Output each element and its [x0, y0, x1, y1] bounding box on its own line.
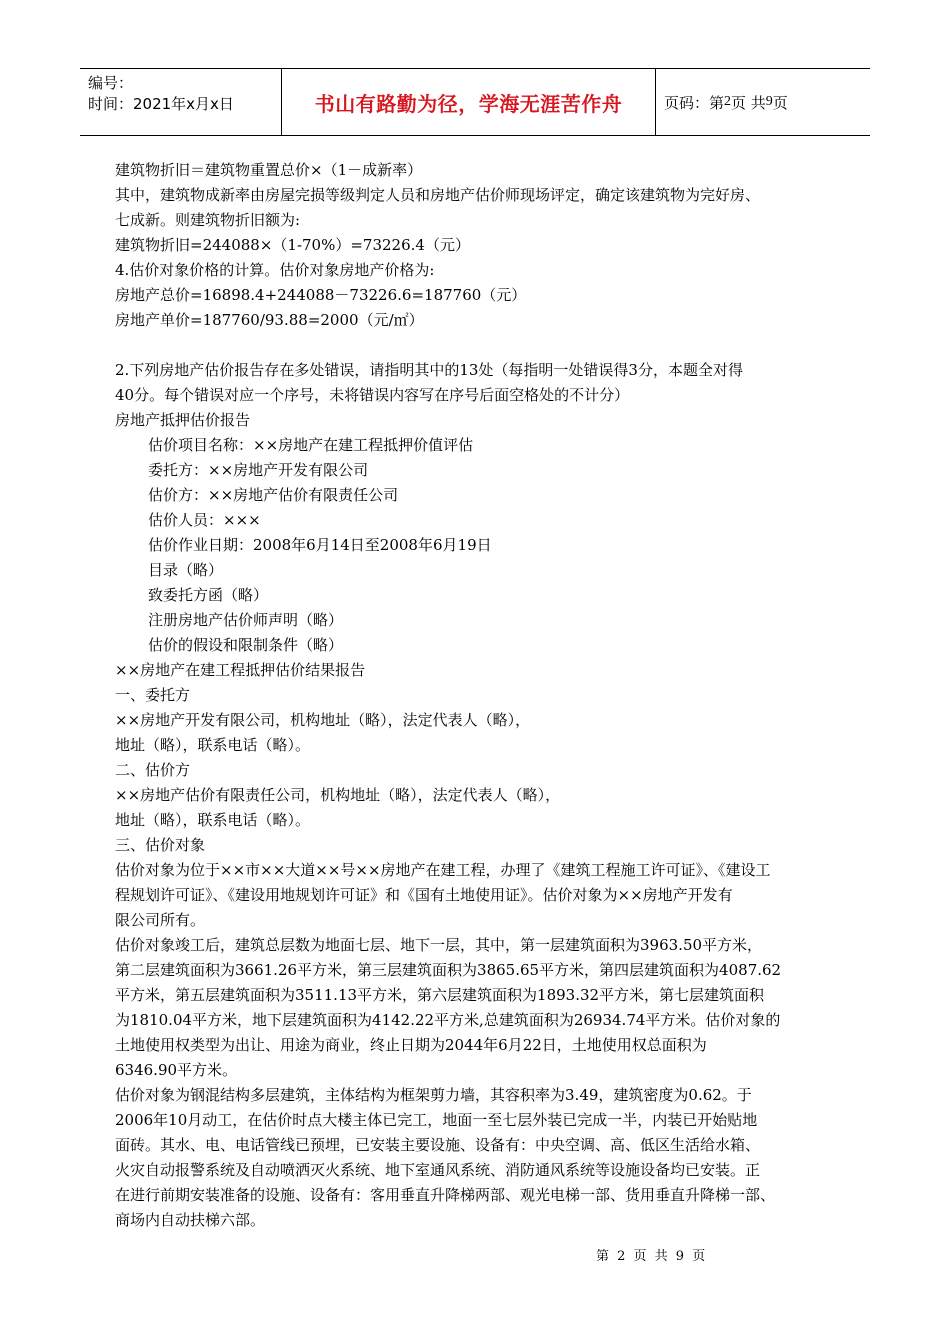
report-title: 房地产抵押估价报告 [115, 411, 251, 429]
page-total: 9 [765, 94, 773, 109]
body-line: 面砖。其水、电、电话管线已预埋，已安装主要设施、设备有：中央空调、高、低区生活给水箱、 [115, 1136, 761, 1154]
section-heading: 二、估价方 [115, 761, 191, 779]
page-label: 页码：第 [664, 93, 725, 112]
body-line: 估价对象竣工后，建筑总层数为地面七层、地下一层，其中，第一层建筑面积为3963.50平方米， [115, 936, 763, 954]
report-field: 注册房地产估价师声明（略） [148, 611, 344, 629]
header-number: 编号： [88, 74, 134, 92]
header-motto: 书山有路勤为径，学海无涯苦作舟 [282, 69, 656, 135]
page-mid: 页 共 [731, 93, 766, 112]
page-end: 页 [772, 93, 788, 112]
report-field: 估价的假设和限制条件（略） [148, 636, 344, 654]
body-line: 其中，建筑物成新率由房屋完损等级判定人员和房地产估价师现场评定，确定该建筑物为完好房、 [115, 186, 761, 204]
body-line: 第二层建筑面积为3661.26平方米，第三层建筑面积为3865.65平方米，第四层建筑面积为4087.62 [115, 961, 782, 979]
body-line: 火灾自动报警系统及自动喷洒灭火系统、地下室通风系统、消防通风系统等设施设备均已安装。正 [115, 1161, 761, 1179]
section-heading: 三、估价对象 [115, 836, 206, 854]
body-line: 建筑物折旧＝建筑物重置总价×（1－成新率） [115, 161, 423, 179]
body-line: 地址（略），联系电话（略）。 [115, 736, 311, 754]
body-line: ××房地产估价有限责任公司，机构地址（略），法定代表人（略）， [115, 786, 561, 804]
header-page-number [656, 69, 870, 135]
body-line: 房地产单价=187760/93.88=2000（元/㎡） [115, 311, 424, 329]
report-field: 估价人员：××× [148, 511, 261, 529]
body-line: 在进行前期安装准备的设施、设备有：客用垂直升降梯两部、观光电梯一部、货用垂直升降梯一部、 [115, 1186, 776, 1204]
document-body [115, 158, 835, 1233]
report-field: 致委托方函（略） [148, 586, 269, 604]
header-time: 时间：2021年x月x日 [88, 95, 234, 113]
body-line: 土地使用权类型为出让、用途为商业，终止日期为2044年6月22日，土地使用权总面积为 [115, 1036, 707, 1054]
report-field: 估价作业日期：2008年6月14日至2008年6月19日 [148, 536, 492, 554]
page-header [80, 68, 870, 136]
report-field: 委托方：××房地产开发有限公司 [148, 461, 369, 479]
page-current: 2 [724, 94, 732, 109]
blank-line [115, 333, 835, 358]
report-field: 估价方：××房地产估价有限责任公司 [148, 486, 399, 504]
body-line: 建筑物折旧=244088×（1-70%）=73226.4（元） [115, 236, 470, 254]
body-line: 2006年10月动工，在估价时点大楼主体已完工，地面一至七层外装已完成一半，内装已开始贴地 [115, 1111, 758, 1129]
body-line: 七成新。则建筑物折旧额为: [115, 211, 301, 229]
body-line: 4.估价对象价格的计算。估价对象房地产价格为: [115, 261, 435, 279]
header-meta [80, 69, 282, 135]
report-field: 目录（略） [148, 561, 224, 579]
question-line: 40分。每个错误对应一个序号，未将错误内容写在序号后面空格处的不计分） [115, 386, 630, 404]
body-line: 平方米，第五层建筑面积为3511.13平方米，第六层建筑面积为1893.32平方米，第七层建筑面积 [115, 986, 765, 1004]
body-line: 房地产总价=16898.4+244088－73226.6=187760（元） [115, 286, 527, 304]
body-line: 估价对象为位于××市××大道××号××房地产在建工程，办理了《建筑工程施工许可证》、《建设工 [115, 861, 771, 879]
body-line: 限公司所有。 [115, 911, 206, 929]
body-line: 估价对象为钢混结构多层建筑，主体结构为框架剪力墙，其容积率为3.49，建筑密度为0.62。于 [115, 1086, 752, 1104]
body-line: ××房地产开发有限公司，机构地址（略），法定代表人（略）， [115, 711, 531, 729]
body-line: 地址（略），联系电话（略）。 [115, 811, 311, 829]
body-line: 商场内自动扶梯六部。 [115, 1211, 266, 1229]
page-footer: 第 2 页 共 9 页 [596, 1249, 708, 1264]
section-heading: ××房地产在建工程抵押估价结果报告 [115, 661, 366, 679]
report-field: 估价项目名称：××房地产在建工程抵押价值评估 [148, 436, 474, 454]
body-line: 6346.90平方米。 [115, 1061, 238, 1079]
question-line: 2.下列房地产估价报告存在多处错误，请指明其中的13处（每指明一处错误得3分，本题全对得 [115, 361, 743, 379]
section-heading: 一、委托方 [115, 686, 191, 704]
body-line: 程规划许可证》、《建设用地规划许可证》和《国有土地使用证》。估价对象为××房地产开发有 [115, 886, 733, 904]
body-line: 为1810.04平方米，地下层建筑面积为4142.22平方米,总建筑面积为26934.74平方米。估价对象的 [115, 1011, 781, 1029]
